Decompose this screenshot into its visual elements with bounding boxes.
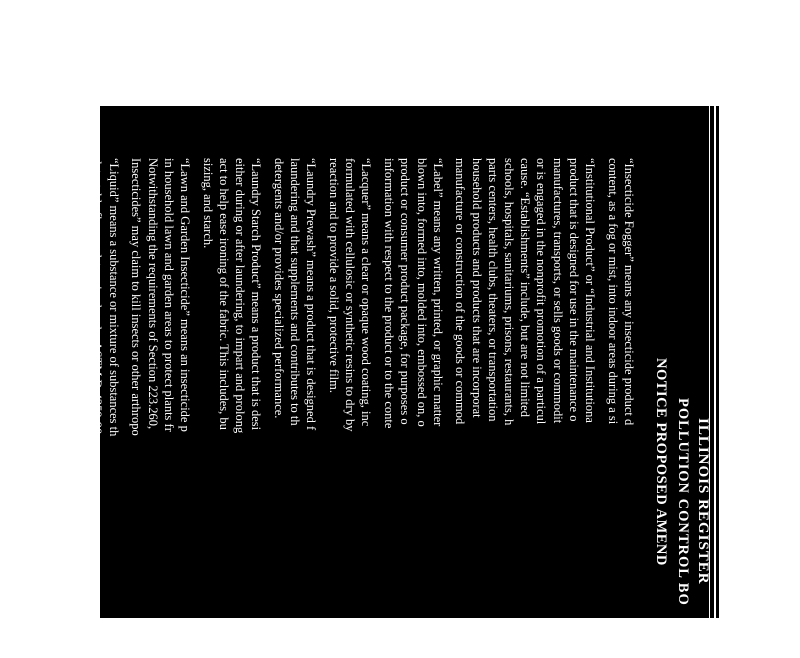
definition-paragraph — [381, 158, 446, 658]
text-line: or is engaged in the nonprofit promotion of a particul — [534, 158, 549, 425]
definition-paragraph — [452, 158, 598, 658]
board-title: POLLUTION CONTROL BO — [675, 398, 691, 606]
definition-paragraph — [605, 158, 637, 658]
text-line: blown into, formed into, molded into, embossed on, o — [414, 158, 429, 427]
scanned-document-page — [58, 106, 719, 618]
text-line: household products and products that are incorporat — [469, 158, 484, 418]
notice-title: NOTICE PROPOSED AMEND — [653, 358, 669, 566]
text-line: “Label” means any written, printed, or graphic matter — [430, 158, 445, 427]
text-line: Section 223.120, or an equivalent method approved by — [74, 158, 89, 432]
text-line: Board. This does not include powders or other materia — [58, 158, 72, 431]
text-line: in household lawn and garden areas to protect plants fr — [161, 158, 176, 432]
definitions-body — [50, 158, 637, 658]
publication-title: ILLINOIS REGISTER — [695, 418, 711, 585]
text-line: schools, hospitals, sanitariums, prisons, restaurants, h — [502, 158, 517, 426]
text-line: “Lawn and Garden Insecticide” means an insecticide p — [177, 158, 192, 432]
text-line: sizing, and starch. — [200, 158, 215, 249]
text-line: either during or after laundering, to impart and prolong — [233, 158, 248, 434]
definition-paragraph — [57, 158, 122, 658]
text-line: “Insecticide Fogger” means any insecticide product d — [622, 158, 636, 426]
text-line: product or consumer product package, for purposes o — [398, 158, 413, 425]
text-line: detectable flow as determined under ASTM D-4359-90 — [90, 158, 105, 435]
definition-paragraph — [199, 158, 264, 658]
text-line: act to help ease ironing of the fabric. This includes, bu — [216, 158, 231, 430]
definition-paragraph — [326, 158, 375, 658]
text-line: content, as a fog or mist, into indoor areas during a si — [605, 158, 620, 425]
definition-paragraph — [271, 158, 320, 658]
text-line: “Lacquer” means a clear or opaque wood coating, inc — [359, 158, 374, 427]
text-line: formulated with cellulosic or synthetic resins to dry by — [343, 158, 358, 432]
rotated-page-content — [58, 106, 719, 618]
text-line: cause. “Establishments” include, but are not limited — [518, 158, 533, 417]
text-line: information with respect to the product or to the conte — [382, 158, 397, 429]
text-line: Insecticides” may claim to kill insects or other arthropo — [129, 158, 144, 436]
text-line: product that is designed for use in the maintenance o — [566, 158, 581, 422]
text-line: “Liquid” means a substance or mixture of substances th — [106, 158, 121, 437]
definition-paragraph — [128, 158, 193, 658]
text-line: “Laundry Prewash” means a product that is designed f — [304, 158, 319, 431]
text-line: manufacture or construction of the goods or commod — [453, 158, 468, 425]
header-rule — [714, 106, 716, 618]
text-line: “Institutional Product” or “Industrial and Institutiona — [583, 158, 598, 423]
text-line: parts centers, health clubs, theaters, or transportation — [485, 158, 500, 422]
text-line: detergents and/or provides specialized performance. — [271, 158, 286, 419]
text-line: reaction and to provide a solid, protective film. — [327, 158, 342, 393]
text-line: “Laundry Starch Product” means a product that is desi — [249, 158, 264, 431]
text-line: Notwithstanding the requirements of Section 223.260, — [145, 158, 160, 430]
text-line: manufactures, transports, or sells goods or commodit — [550, 158, 565, 424]
text-line: laundering and that supplements and contributes to th — [288, 158, 303, 426]
